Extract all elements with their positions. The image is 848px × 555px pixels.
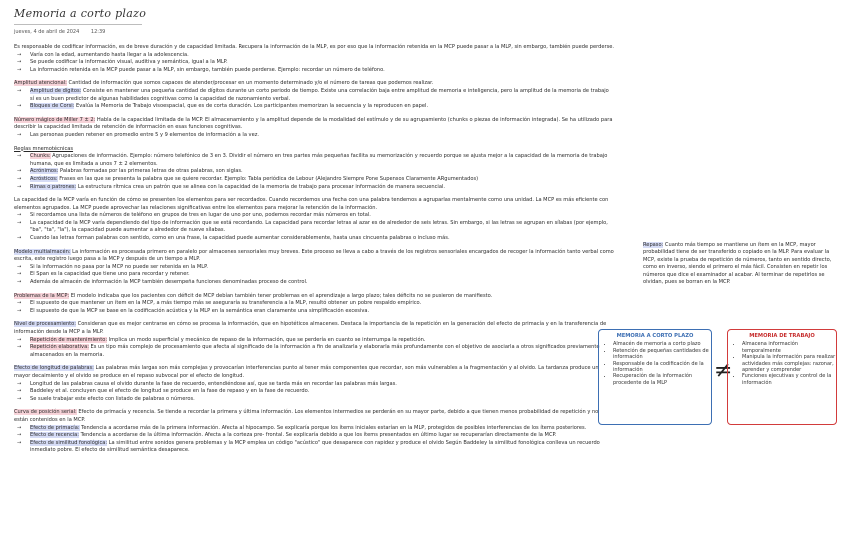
section-heading: Efecto de longitud de palabras:: [14, 365, 94, 372]
bullet-item: [14, 88, 614, 103]
paragraph-text: El modelo indicaba que los pacientes con déficit de MCP debían también tener problemas en el aprendizaje a largo plazo; tales déficits no se pusieron de manifiesto.: [69, 292, 493, 299]
bullet-term: Efecto de primacía:: [30, 424, 80, 431]
notes-section: [14, 321, 614, 359]
notes-section: [14, 80, 614, 110]
title-divider: [14, 24, 142, 25]
paragraph: [14, 44, 614, 52]
mcp-box-item: • Almacén de memoria a corto plazo: [613, 341, 711, 347]
paragraph-text: Efecto de primacía y recencia. Se tiende a recordar la primera y última información. Los elementos intermedios se perderán en su mayor parte, debido a que tienen menos probabilidad de repetición y no están contenidos en la MCP.: [14, 409, 599, 423]
arrow-bullet-icon: →: [17, 168, 22, 175]
arrow-bullet-icon: →: [17, 59, 22, 66]
paragraph: [14, 321, 614, 336]
bullet-item: [14, 432, 614, 440]
arrow-bullet-icon: →: [17, 219, 22, 226]
bullet-term: Efecto de similitud fonológica:: [30, 439, 108, 446]
bullet-text: El supuesto de que mantener un ítem en la MCP, a más tiempo más se aseguraría su transferencia a la MLP, resultó obtener un pobre respaldo empírico.: [30, 300, 422, 307]
bullet-text: Es un tipo más complejo de procesamiento que afecta al significado de la información a fin de analizarla y elaborarla más profundamente con el objetivo de asociarla a otros significados previamente almacenados en la memoria.: [30, 344, 600, 358]
section-heading: Número mágico de Miller 7 ± 2:: [14, 116, 96, 123]
notes-section: [14, 365, 614, 403]
paragraph-text: La capacidad de la MCP varía en función de cómo se presenten los elementos para ser recordados. Cuando recordemos una fecha con una palabra tendemos a agruparlas mentalmente como una unidad. La MCP es más eficiente con elementos agrupados. La MCP puede aprovechar las relaciones significativas entre los elementos para mejorar la retención de la información.: [14, 197, 609, 211]
bullet-text: Se suele trabajar este efecto con listado de palabras o números.: [30, 395, 195, 402]
bullet-text: La capacidad de la MCP varía dependiendo del tipo de información que se está recordando. La capacidad para recordar letras al azar es de alrededor de seis letras. Sin embargo, si las letras se agrupan en sílabas (por ejemplo, "ba", "ta", "la"), la capacidad puede aumentar a alrededor de nueve sílabas.: [30, 219, 608, 234]
paragraph-text: La información es procesada primero en paralelo por almacenes sensoriales muy breves. Este proceso se lleva a cabo a través de los registros sensoriales encargados de recoger la información tanto verbal como escrita, este registro luego pasa a la MCP y después de un tiempo a MLP.: [14, 248, 614, 263]
bullet-item: [14, 271, 614, 279]
bullet-text: Palabras formadas por las primeras letras de otras palabras, son siglas.: [58, 168, 243, 175]
bullet-text: La estructura rítmica crea un patrón que se alinea con la capacidad de la memoria de trabajo para procesar información de manera secuencial.: [76, 183, 446, 190]
bullet-term: Repetición elaborativa:: [30, 344, 89, 351]
time-text: 12:39: [90, 29, 106, 35]
repaso-text: Cuanto más tiempo se mantiene un ítem en la MCP, mayor probabilidad tiene de ser transferido o copiado en la MLP. Para evaluar la MCP, existe la prueba de repetición de números, tanto en sentido directo, como en inverso, siendo el primero el más fácil. Consisten en repetir los números que dice el examinador al acabar. Al terminar de repetirlos se olvidan, pues se borran en la MCP.: [643, 242, 832, 286]
paragraph-text: Es responsable de codificar información, es de breve duración y de capacidad limitada. Recupera la información de la MLP, es por eso que la información retenida en la MCP puede pasar a la MLP, sin embargo, también puede perderse.: [14, 44, 614, 50]
paragraph: [14, 249, 614, 264]
mcp-box-item: • Retención de pequeñas cantidades de información: [613, 348, 711, 361]
mcp-box: [598, 329, 712, 425]
bullet-text: Si recordamos una lista de números de teléfono en grupos de tres en lugar de uno por uno, podemos recordar más números en total.: [30, 212, 371, 219]
bullet-text: Longitud de las palabras causa el olvido durante la fase de recuerdo, entendiéndose así, que se tarda más en recordar las palabras más largas.: [30, 380, 397, 387]
arrow-bullet-icon: →: [17, 183, 22, 190]
bullet-item: [14, 381, 614, 389]
mt-box: [727, 329, 837, 425]
bullet-term: Amplitud de dígitos:: [30, 87, 82, 94]
section-heading: Amplitud atencional:: [14, 80, 67, 87]
notes-section: [14, 117, 614, 140]
section-heading: Curva de posición serial:: [14, 409, 77, 416]
arrow-bullet-icon: →: [17, 212, 22, 219]
bullet-text: La similitud entre sonidos genera problemas y la MCP emplea un código "acústico" que desaparece con rapidez y produce el olvido Según Baddeley la similitud fonológica conlleva un recuerdo inmediato pobre. El efecto de similitud semántica desaparece.: [30, 439, 600, 454]
arrow-bullet-icon: →: [17, 395, 22, 402]
paragraph-text: Cantidad de información que somos capaces de atender/procesar en un momento determinado y/o el número de tareas que podemos realizar.: [66, 80, 434, 87]
paragraph: [14, 365, 614, 380]
paragraph: [14, 197, 614, 212]
arrow-bullet-icon: →: [17, 388, 22, 395]
bullet-term: Acrónimos:: [30, 168, 59, 175]
arrow-bullet-icon: →: [17, 439, 22, 446]
bullet-text: Tendencia a acordarse de la última información. Afecta a la corteza pre- frontal. Se explicaría debido a que los ítems presentados en último lugar se recuperarían directamente de la MCP.: [79, 432, 557, 439]
arrow-bullet-icon: →: [17, 424, 22, 431]
bullet-text: Varía con la edad, aumentando hasta llegar a la adolescencia.: [30, 51, 189, 58]
paragraph-text: Habla de la capacidad limitada de la MCP. El almacenamiento y la amplitud depende de la modalidad del estímulo y de su agrupamiento (chunks o piezas de información integrada). Se ha utilizado para describir la capacidad limitada de retención de información en esas funciones cognitivas.: [14, 116, 613, 131]
bullet-item: [14, 425, 614, 433]
section-heading: Modelo multialmacén:: [14, 248, 71, 255]
arrow-bullet-icon: →: [17, 432, 22, 439]
arrow-bullet-icon: →: [17, 103, 22, 110]
bullet-text: La información retenida en la MCP puede pasar a la MLP, sin embargo, también puede perderse. Ejemplo: recordar un número de teléfono.: [30, 66, 385, 73]
bullet-item: [14, 264, 614, 272]
bullet-text: Baddeley et al. concluyen que el efecto de longitud se produce en la fase de repaso y en la fase de recuerdo.: [30, 388, 310, 395]
bullet-item: [14, 308, 614, 316]
notes-section: [14, 44, 614, 74]
not-equal-symbol: ≠: [714, 358, 733, 383]
notes-section: [14, 197, 614, 243]
bullet-text: Frases en las que se presenta la palabra que se quiere recordar. Ejemplo: Tabla periódica de Lebour (Alejandro Siempre Pone Supensos Claramente ARgumentados): [57, 175, 479, 182]
paragraph: [14, 409, 614, 424]
notes-section: [14, 293, 614, 316]
bullet-text: El supuesto de que la MCP se base en la codificación acústica y la MLP en la semántica eran claramente una simplificación excesiva.: [30, 307, 370, 314]
bullet-item: [14, 440, 614, 455]
bullet-text: Consiste en mantener una pequeña cantidad de dígitos durante un corto periodo de tiempo. Existe una correlación baja entre amplitud de memoria e inteligencia, pero la amplitud de la memoria de trabajo sí es un buen predictor de algunas habilidades cognitivas como la capacidad de razonamiento verbal.: [30, 87, 609, 102]
bullet-item: [14, 67, 614, 75]
notes-section: [14, 409, 614, 455]
arrow-bullet-icon: →: [17, 336, 22, 343]
bullet-term: Efecto de recencia:: [30, 432, 79, 439]
bullet-text: Las personas pueden retener en promedio entre 5 y 9 elementos de información a la vez.: [30, 131, 259, 138]
mt-box-item: • Manipula la información para realizar actividades más complejas: razonar, aprender y comprender: [742, 354, 836, 373]
page-date: [14, 29, 115, 35]
bullet-item: [14, 220, 614, 235]
bullet-item: [14, 132, 614, 140]
bullet-term: Chunks:: [30, 153, 51, 160]
arrow-bullet-icon: →: [17, 175, 22, 182]
mt-box-title: MEMORIA DE TRABAJO: [749, 333, 815, 339]
mcp-box-item: • Recuperación de la información procedente de la MLP: [613, 373, 711, 386]
mcp-box-item: • Responsable de la codificación de la información: [613, 361, 711, 374]
arrow-bullet-icon: →: [17, 344, 22, 351]
bullet-item: [14, 388, 614, 396]
bullet-text: Tendencia a acordarse más de la primera información. Afecta al hipocampo. Se explicaría porque los ítems iniciales estarían en la MLP, protegidos de posibles interferencias de los ítems posteriores.: [79, 424, 587, 431]
section-heading: Problemas de la MCP:: [14, 292, 70, 299]
paragraph-text: Consideran que es mejor centrarse en cómo se procesa la información, que en hipotéticos almacenes. Destaca la importancia de la repetición en la generación del efecto de primacía y en la transferencia de información desde la MCP a la MLP.: [14, 321, 607, 335]
arrow-bullet-icon: →: [17, 153, 22, 160]
repaso-note: [643, 242, 837, 286]
bullet-item: [14, 396, 614, 404]
arrow-bullet-icon: →: [17, 263, 22, 270]
arrow-bullet-icon: →: [17, 307, 22, 314]
paragraph: [14, 80, 614, 88]
bullet-item: [14, 168, 614, 176]
section-heading: Nivel de procesamiento:: [14, 321, 77, 328]
bullet-text: Agrupaciones de información. Ejemplo: número telefónico de 3 en 3. Dividir el número en tres partes más pequeñas facilita su memorización y recuerdo porque se ajusta mejor a la capacidad de la memoria de trabajo humana, que es limitada a unos 7 ± 2 elementos.: [30, 153, 608, 167]
bullet-text: Si la información no pasa por la MCP no puede ser retenida en la MLP.: [30, 263, 208, 270]
mcp-box-title: MEMORIA A CORTO PLAZO: [616, 333, 694, 339]
notes-section: [14, 249, 614, 287]
paragraph: [14, 146, 614, 154]
bullet-term: Acrósticos:: [30, 175, 58, 182]
arrow-bullet-icon: →: [17, 271, 22, 278]
arrow-bullet-icon: →: [17, 51, 22, 58]
arrow-bullet-icon: →: [17, 87, 22, 94]
mt-box-item: • Funciones ejecutivas y control de la información: [742, 373, 836, 386]
section-heading: Reglas mnemotécnicas: [14, 145, 74, 152]
arrow-bullet-icon: →: [17, 66, 22, 73]
arrow-bullet-icon: →: [17, 131, 22, 138]
arrow-bullet-icon: →: [17, 300, 22, 307]
bullet-text: Se puede codificar la información visual, auditiva y semántica, igual a la MLP.: [30, 59, 228, 66]
date-text: jueves, 4 de abril de 2024: [14, 29, 80, 35]
bullet-term: Bloques de Corsi:: [30, 103, 75, 110]
page-title: Memoria a corto plazo: [14, 7, 147, 20]
mt-box-list: [728, 341, 836, 386]
notes-section: [14, 146, 614, 192]
arrow-bullet-icon: →: [17, 235, 22, 242]
bullet-text: Además de almacén de información la MCP también desempeña funciones denominadas proceso de control.: [30, 279, 308, 286]
bullet-text: Evalúa la Memoria de Trabajo visoespacial, que es de corta duración. Los participantes memorizan la secuencia y la reproducen en papel.: [74, 103, 429, 110]
bullet-item: [14, 59, 614, 67]
bullet-item: [14, 184, 614, 192]
bullet-item: [14, 176, 614, 184]
arrow-bullet-icon: →: [17, 380, 22, 387]
arrow-bullet-icon: →: [17, 279, 22, 286]
bullet-item: [14, 235, 614, 243]
notes-body: [14, 44, 614, 455]
bullet-item: [14, 344, 614, 359]
bullet-item: [14, 212, 614, 220]
bullet-term: Repetición de mantenimiento:: [30, 336, 108, 343]
bullet-text: El Span es la capacidad que tiene uno para recordar y retener.: [30, 271, 190, 278]
mt-box-item: • Almacena información temporalmente: [742, 341, 836, 354]
bullet-item: [14, 300, 614, 308]
bullet-text: Cuando las letras forman palabras con sentido, como en una frase, la capacidad puede aumentar considerablemente, hasta unas cincuenta palabras o incluso más.: [30, 235, 450, 242]
bullet-item: [14, 279, 614, 287]
paragraph-text: Las palabras más largas son más complejas y provocarían interferencias punto al tener más componentes que recordar, son más vulnerables a la fragmentación y al olvido. La tardanza produce un mayor decaimiento y el olvido se produce en el repaso subvocal por el efecto de longitud.: [14, 365, 599, 379]
bullet-item: [14, 103, 614, 111]
repaso-label: Repaso:: [643, 242, 664, 248]
paragraph: [14, 117, 614, 132]
bullet-term: Rimas o patrones:: [30, 183, 77, 190]
bullet-text: Implica un modo superficial y mecánico de repaso de la información, que se perdería en cuanto se interrumpa la repetición.: [107, 336, 426, 343]
bullet-item: [14, 153, 614, 168]
mcp-box-list: [599, 341, 711, 386]
